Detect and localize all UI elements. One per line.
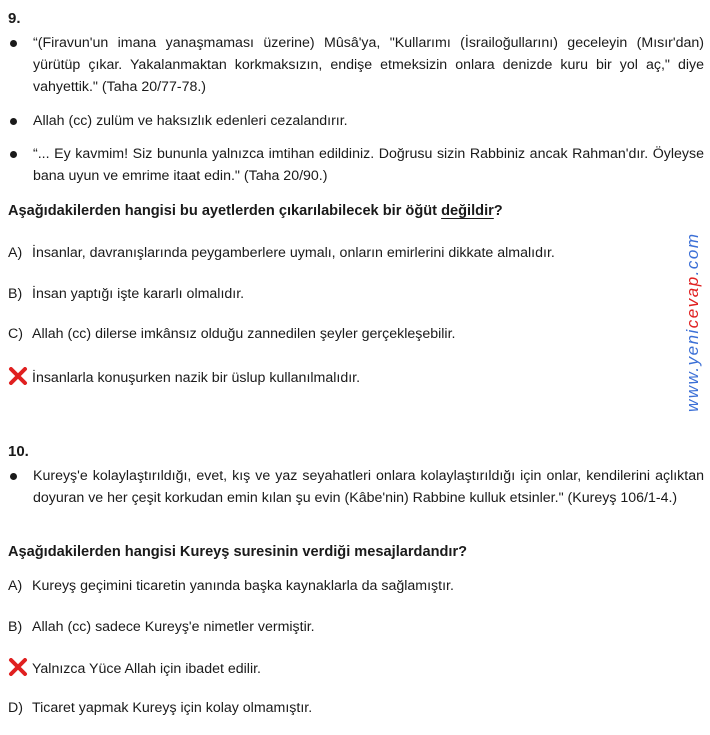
option-9-c[interactable] [8,326,455,342]
question-10-bullet-1 [8,465,704,509]
option-text: İnsanlar, davranışlarında peygamberlere uymalı, onların emirlerini dikkate almalıdır. [32,245,555,261]
option-9-d[interactable] [8,367,360,386]
option-text: Allah (cc) dilerse imkânsız olduğu zannedilen şeyler gerçekleşebilir. [32,326,456,342]
option-9-b[interactable] [8,286,244,302]
option-10-b[interactable] [8,619,315,635]
bullet-text: Kureyş'e kolaylaştırıldığı, evet, kış ve yaz seyahatleri onlara kolaylaştırıldığı için onlar, kendilerini açlıktan doyuran ve her çeşit korkudan emin kılan şu evin (Kâbe'nin) Rabbine kulluk etsinler." (Kureyş 106/1-4.) [33,468,704,506]
bullet-text: “... Ey kavmim! Siz bununla yalnızca imtihan edildiniz. Doğrusu sizin Rabbiniz ancak Rahman'dır. Öyleyse bana uyun ve emrime itaat edin." (Taha 20/90.) [33,146,704,184]
watermark-highlight: cevap [683,275,702,329]
option-letter: A) [8,245,23,261]
option-text: Yalnızca Yüce Allah için ibadet edilir. [32,661,261,677]
question-suffix: ? [493,203,503,219]
bullet-dot [10,151,17,158]
cross-mark-icon [8,658,32,676]
option-letter: B) [8,619,23,635]
question-10-number: 10. [8,443,29,460]
option-text: İnsanlarla konuşurken nazik bir üslup kullanılmalıdır. [32,370,361,386]
question-prefix: Aşağıdakilerden hangisi bu ayetlerden çıkarılabilecek bir öğüt [8,203,442,219]
option-letter: A) [8,578,23,594]
question-emphasis: değildir [441,203,494,219]
question-9-bullet-2 [8,110,704,132]
option-letter: D) [8,700,23,716]
option-10-d[interactable] [8,700,312,716]
option-text: Allah (cc) sadece Kureyş'e nimetler vermiştir. [32,619,315,635]
question-9-bullet-1 [8,32,704,98]
option-letter: C) [8,326,23,342]
watermark-suffix: .com [683,232,702,276]
option-text: İnsan yaptığı işte kararlı olmalıdır. [32,286,245,302]
question-9-number: 9. [8,10,21,27]
bullet-dot [10,40,17,47]
bullet-dot [10,118,17,125]
option-letter: B) [8,286,23,302]
bullet-dot [10,473,17,480]
cross-mark-icon [8,367,32,385]
question-10-prompt: Aşağıdakilerden hangisi Kureyş suresinin verdiği mesajlardandır? [8,544,468,560]
watermark-prefix: www.yeni [683,328,702,412]
bullet-text: “(Firavun'un imana yanaşmaması üzerine) Mûsâ'ya, "Kullarımı (İsrailoğullarını) geceleyin (Mısır'dan) yürütüp çıkar. Yakalanmaktan korkmaksızın, endişe etmeksizin onlara denizde kuru bir yol aç," diye vahyettik." (Taha 20/77-78.) [33,35,704,95]
question-9-prompt [8,203,503,219]
question-9-bullet-3 [8,143,704,187]
watermark [683,232,703,412]
option-10-c[interactable] [8,658,261,677]
option-10-a[interactable] [8,578,454,594]
option-9-a[interactable] [8,245,555,261]
bullet-text: Allah (cc) zulüm ve haksızlık edenleri cezalandırır. [33,113,348,129]
option-text: Kureyş geçimini ticaretin yanında başka kaynaklarla da sağlamıştır. [32,578,454,594]
option-text: Ticaret yapmak Kureyş için kolay olmamıştır. [32,700,313,716]
